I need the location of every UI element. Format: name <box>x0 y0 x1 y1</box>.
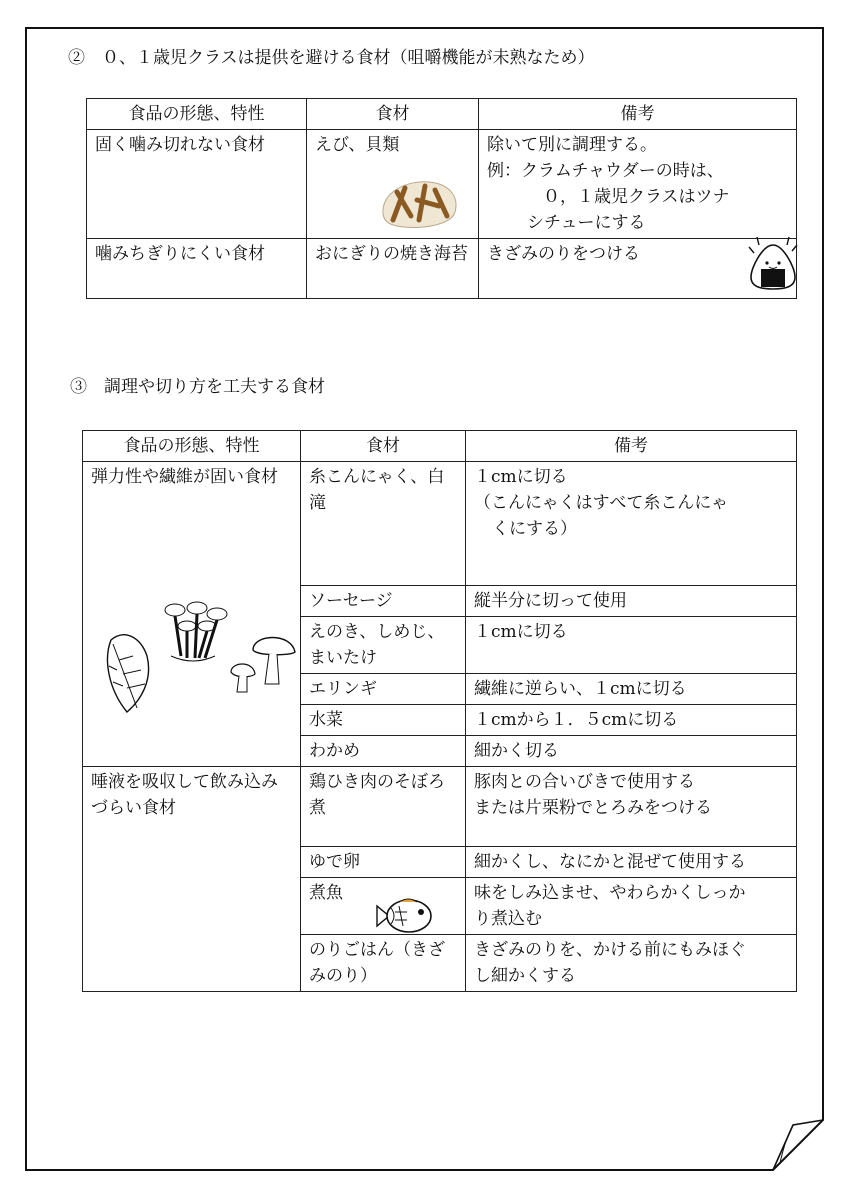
note-cell: 細かく切る <box>466 736 797 767</box>
trait-cell: 固く噛み切れない食材 <box>87 130 307 239</box>
note-cell: 繊維に逆らい、１cmに切る <box>466 674 797 705</box>
table-row <box>83 767 797 847</box>
food-cell: えのき、しめじ、まいたけ <box>301 617 466 674</box>
note-line: １cmに切る <box>474 467 568 487</box>
food-cell: 水菜 <box>301 705 466 736</box>
note-line: （こんにゃくはすべて糸こんにゃ <box>474 493 728 513</box>
food-cell: ソーセージ <box>301 586 466 617</box>
header-note: 備考 <box>466 431 797 462</box>
food-cell: 鶏ひき肉のそぼろ煮 <box>301 767 466 847</box>
table-row <box>87 130 797 239</box>
food-cell: エリンギ <box>301 674 466 705</box>
note-line: 味をしみ込ませ、やわらかくしっか <box>474 883 746 903</box>
trait-label: 弾力性や繊維が固い食材 <box>91 467 278 487</box>
note-line: 例：クラムチャウダーの時は、 <box>487 161 724 181</box>
header-trait: 食品の形態、特性 <box>83 431 301 462</box>
note-line: または片栗粉でとろみをつける <box>474 798 712 818</box>
mushroom-icon <box>101 600 301 720</box>
note-cell: １cmから１．５cmに切る <box>466 705 797 736</box>
header-note: 備考 <box>479 99 797 130</box>
note-cell <box>466 462 797 586</box>
note-line: シチューにする <box>527 213 646 233</box>
note-cell <box>466 878 797 935</box>
food-cell: ゆで卵 <box>301 847 466 878</box>
section2-title: ② ０、１歳児クラスは提供を避ける食材（咀嚼機能が未熟なため） <box>68 48 595 68</box>
note-cell <box>479 130 797 239</box>
note-line: きざみのりを、かける前にもみほぐ <box>474 940 746 960</box>
fish-icon <box>373 896 435 936</box>
food-label: えび、貝類 <box>315 135 400 155</box>
table-header-row <box>83 431 797 462</box>
food-cell: おにぎりの焼き海苔 <box>307 239 479 299</box>
note-line: し細かくする <box>474 966 576 986</box>
trait-cell: 噛みちぎりにくい食材 <box>87 239 307 299</box>
note-cell <box>466 935 797 992</box>
note-cell: 細かくし、なにかと混ぜて使用する <box>466 847 797 878</box>
table-row <box>83 462 797 586</box>
note-cell: １cmに切る <box>466 617 797 674</box>
note-line: り煮込む <box>474 909 542 929</box>
shell-icon <box>377 176 461 232</box>
note-cell <box>466 767 797 847</box>
avoid-foods-table <box>86 98 797 299</box>
header-food: 食材 <box>301 431 466 462</box>
note-cell <box>479 239 797 299</box>
table-row <box>87 239 797 299</box>
table-header-row <box>87 99 797 130</box>
note-line: 豚肉との合いびきで使用する <box>474 772 695 792</box>
note-cell: 縦半分に切って使用 <box>466 586 797 617</box>
note-line: くにする） <box>492 519 577 539</box>
food-label: 煮魚 <box>309 883 343 903</box>
food-cell: のりごはん（きざみのり） <box>301 935 466 992</box>
section3-title: ③ 調理や切り方を工夫する食材 <box>70 377 325 397</box>
note-line: 除いて別に調理する。 <box>487 135 657 155</box>
note-line: ０，１歳児クラスはツナ <box>543 187 730 207</box>
food-cell <box>301 878 466 935</box>
trait-cell <box>83 462 301 767</box>
prep-foods-table <box>82 430 797 992</box>
header-trait: 食品の形態、特性 <box>87 99 307 130</box>
note-line: きざみのりをつける <box>487 244 640 264</box>
food-cell: わかめ <box>301 736 466 767</box>
food-cell: 糸こんにゃく、白滝 <box>301 462 466 586</box>
trait-cell: 唾液を吸収して飲み込みづらい食材 <box>83 767 301 992</box>
onigiri-icon <box>745 233 801 293</box>
header-food: 食材 <box>307 99 479 130</box>
food-cell <box>307 130 479 239</box>
